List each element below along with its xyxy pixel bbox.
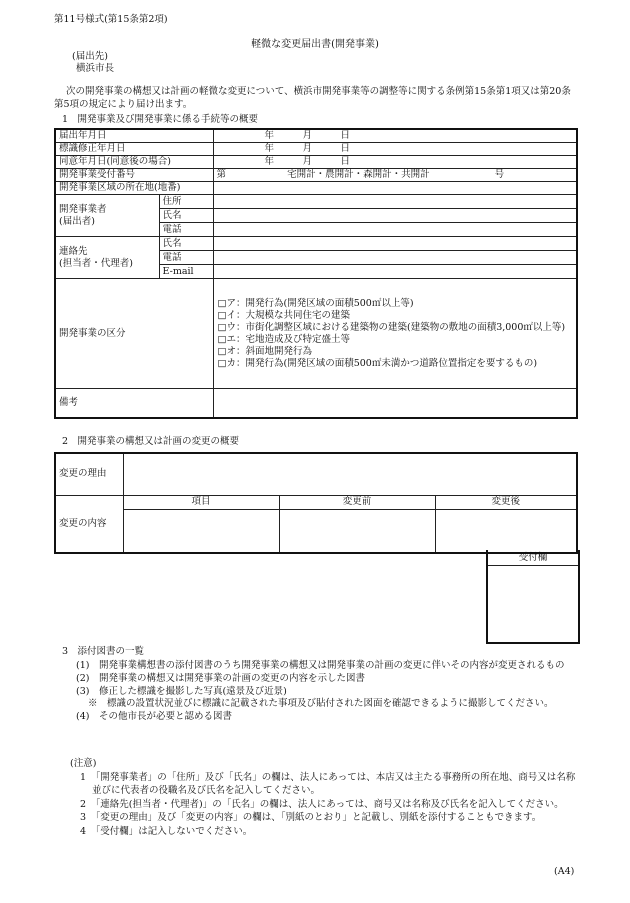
category-options — [213, 279, 577, 389]
contact-phone-value[interactable] — [213, 251, 577, 265]
form-number: 第11号様式(第15条第2項) — [54, 14, 168, 25]
applicant-phone-label: 電話 — [159, 223, 213, 237]
change-table — [54, 452, 578, 554]
notes-heading: (注意) — [70, 758, 97, 769]
contact-email-value[interactable] — [213, 265, 577, 279]
category-option-u[interactable]: □ウ：市街化調整区域における建築物の建築(建築物の敷地の面積3,000㎡以上等) — [217, 321, 566, 333]
contact-email-label: E-mail — [159, 265, 213, 279]
reception-box — [486, 550, 580, 644]
intro-text: 次の開発事業の構想又は計画の軽微な変更について、横浜市開発事業等の調整等に関する条例第15条第1項又は第20条第5項の規定により届け出ます。 — [54, 86, 571, 110]
applicant-name-label: 氏名 — [159, 209, 213, 223]
consent-date-value[interactable]: 年 月 日 — [213, 156, 577, 169]
applicant-name-value[interactable] — [213, 209, 577, 223]
contact-name-value[interactable] — [213, 237, 577, 251]
contact-name-label: 氏名 — [159, 237, 213, 251]
remarks-label: 備考 — [55, 389, 213, 418]
category-label: 開発事業の区分 — [55, 279, 213, 389]
note-4: 4 「受付欄」は記入しないでください。 — [80, 826, 253, 838]
change-item-value[interactable] — [123, 509, 279, 553]
applicant-address-value[interactable] — [213, 195, 577, 209]
attachment-item-1: (1) 開発事業構想書の添付図書のうち開発事業の構想又は開発事業の計画の変更に伴いその内容が変更されるもの — [76, 660, 565, 671]
sign-fix-date-value[interactable]: 年 月 日 — [213, 143, 577, 156]
category-option-e[interactable]: □エ：宅地造成及び特定盛土等 — [217, 333, 350, 345]
attachment-item-3-note: ※ 標識の設置状況並びに標識に記載された事項及び貼付された図面を確認できるように撮影してください。 — [88, 698, 554, 710]
section3-heading: 3 添付図書の一覧 — [62, 646, 145, 657]
addressee-label: (届出先) — [72, 51, 108, 62]
remarks-value[interactable] — [213, 389, 577, 418]
applicant-label: 開発事業者 (届出者) — [55, 195, 159, 237]
applicant-address-label: 住所 — [159, 195, 213, 209]
sign-fix-date-label: 標識修正年月日 — [55, 143, 213, 156]
location-label: 開発事業区域の所在地(地番) — [55, 182, 213, 195]
report-date-value[interactable]: 年 月 日 — [213, 129, 577, 143]
col-after-header: 変更後 — [435, 495, 577, 509]
change-before-value[interactable] — [279, 509, 435, 553]
category-option-o[interactable]: □オ：斜面地開発行為 — [217, 345, 312, 357]
addressee: 横浜市長 — [76, 63, 115, 74]
contact-label: 連絡先 (担当者・代理者) — [55, 237, 159, 279]
section2-heading: 2 開発事業の構想又は計画の変更の概要 — [62, 436, 240, 447]
note-2: 2 「連絡先(担当者・代理者)」の「氏名」の欄は、法人にあっては、商号又は名称及び氏名を記入してください。 — [80, 798, 564, 810]
category-option-ka[interactable]: □カ：開発行為(開発区域の面積500㎡未満かつ道路位置指定を要するもの) — [217, 357, 538, 369]
report-date-label: 届出年月日 — [55, 129, 213, 143]
attachment-list — [76, 660, 580, 724]
reception-number-value[interactable]: 第 宅開計・農開計・森開計・共開計 号 — [213, 169, 577, 182]
reception-label: 受付欄 — [488, 550, 578, 566]
change-reason-value[interactable] — [123, 453, 577, 495]
overview-table — [54, 128, 578, 419]
col-item-header: 項目 — [123, 495, 279, 509]
location-value[interactable] — [213, 182, 577, 195]
change-content-label: 変更の内容 — [55, 495, 123, 553]
page-title: 軽微な変更届出書(開発事業) — [251, 39, 379, 50]
paper-size: (A4) — [554, 866, 575, 877]
applicant-phone-value[interactable] — [213, 223, 577, 237]
category-option-i[interactable]: □イ：大規模な共同住宅の建築 — [217, 309, 350, 321]
attachment-item-2: (2) 開発事業の構想又は開発事業の計画の変更の内容を示した図書 — [76, 672, 365, 684]
category-option-a[interactable]: □ア：開発行為(開発区域の面積500㎡以上等) — [217, 297, 414, 309]
note-1: 1 「開発事業者」の「住所」及び「氏名」の欄は、法人にあっては、本店又は主たる事務所の所在地、商号又は名称並びに代表者の役職名及び氏名を記入してください。 — [80, 772, 576, 796]
reception-number-label: 開発事業受付番号 — [55, 169, 213, 182]
change-after-value[interactable] — [435, 509, 577, 553]
change-reason-label: 変更の理由 — [55, 453, 123, 495]
col-before-header: 変更前 — [279, 495, 435, 509]
consent-date-label: 同意年月日(同意後の場合) — [55, 156, 213, 169]
attachment-item-3: (3) 修正した標識を撮影した写真(遠景及び近景) — [76, 685, 287, 697]
section1-heading: 1 開発事業及び開発事業に係る手続等の概要 — [62, 114, 259, 125]
note-3: 3 「変更の理由」及び「変更の内容」の欄は、「別紙のとおり」と記載し、別紙を添付することもできます。 — [80, 812, 542, 824]
notes-list — [80, 772, 582, 839]
attachment-item-4: (4) その他市長が必要と認める図書 — [76, 711, 232, 723]
contact-phone-label: 電話 — [159, 251, 213, 265]
